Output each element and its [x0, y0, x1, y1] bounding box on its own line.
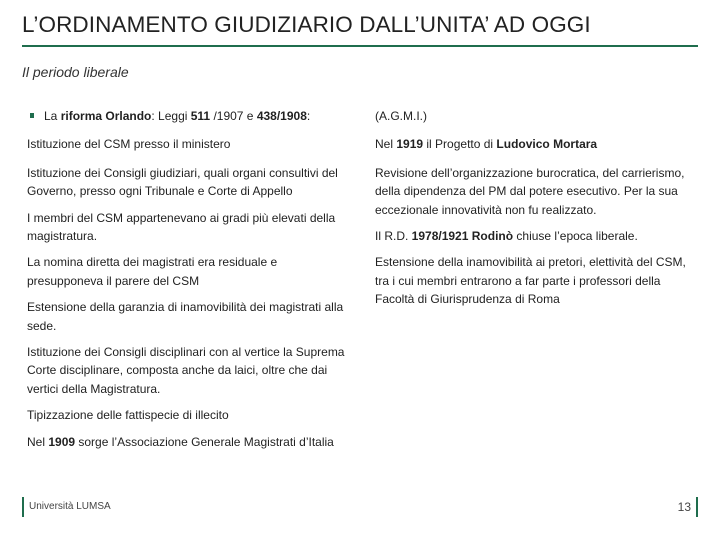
bullet-riforma-orlando	[27, 107, 347, 125]
left-paragraph-agmi: Nel 1909 sorge l’Associazione Generale Magistrati d’Italia	[27, 434, 334, 449]
left-paragraph: Istituzione del CSM presso il ministero	[27, 137, 231, 152]
right-paragraph: (A.G.M.I.)	[375, 109, 427, 123]
left-column	[27, 107, 347, 451]
right-paragraph: Estensione della inamovibilità ai pretori, elettività del CSM, tra i cui membri entrarono a far parte i professori della Facoltà di Giurisprudenza di Roma	[375, 255, 686, 307]
slide-title: L’ORDINAMENTO GIUDIZIARIO DALL’UNITA’ AD OGGI	[22, 12, 591, 37]
left-paragraph: Tipizzazione delle fattispecie di illecito	[27, 408, 229, 423]
left-paragraph: I membri del CSM appartenevano ai gradi più elevati della magistratura.	[27, 210, 336, 244]
footer-institution: Università LUMSA	[29, 501, 111, 512]
right-column	[375, 107, 695, 309]
bullet-text: La riforma Orlando: Leggi 511 /1907 e 438/1908:	[44, 109, 311, 123]
left-paragraph: Istituzione dei Consigli disciplinari con al vertice la Suprema Corte disciplinare, composta anche da laici, oltre che dai vertici della Magistratura.	[27, 345, 345, 396]
footer-accent-bar-right	[696, 497, 698, 517]
square-bullet-icon	[30, 113, 34, 118]
left-paragraph: La nomina diretta dei magistrati era residuale e presupponeva il parere del CSM	[27, 255, 278, 288]
title-divider	[22, 45, 698, 47]
page-number: 13	[677, 500, 691, 514]
slide-subtitle: Il periodo liberale	[22, 64, 129, 80]
left-paragraph: Estensione della garanzia di inamovibilità dei magistrati alla sede.	[27, 300, 344, 333]
footer-accent-bar-left	[22, 497, 24, 517]
left-paragraph: Istituzione dei Consigli giudiziari, quali organi consultivi del Governo, presso ogni Tribunale e Corte di Appello	[27, 165, 338, 199]
right-paragraph-mortara: Nel 1919 il Progetto di Ludovico Mortara	[375, 137, 598, 152]
right-paragraph-rodino: Il R.D. 1978/1921 Rodinò chiuse l’epoca liberale.	[375, 229, 638, 244]
right-paragraph: Revisione dell’organizzazione burocratica, del carrierismo, della dipendenza del PM dal potere esecutivo. Per la sua eccezionale innovatività non fu realizzato.	[375, 165, 685, 217]
